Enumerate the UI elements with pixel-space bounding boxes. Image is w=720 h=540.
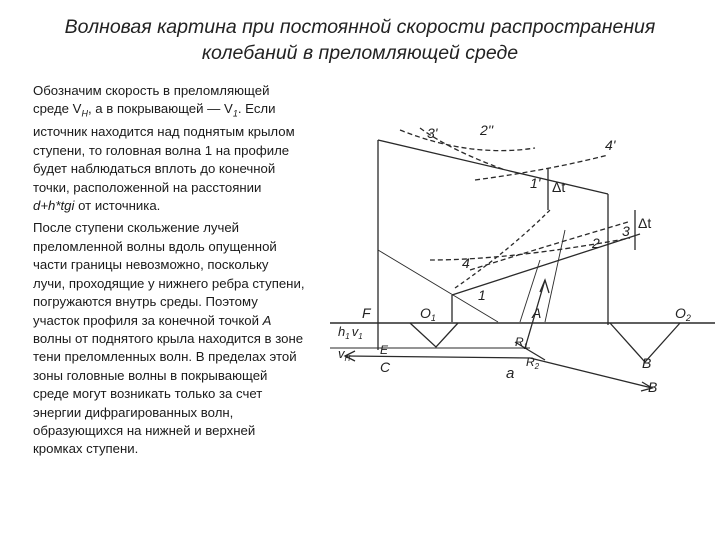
label-r2 xyxy=(526,355,540,371)
label-vh-sub: H xyxy=(344,354,351,363)
label-o2-main: O xyxy=(675,305,686,321)
text-line: ступени, то головная волна 1 на профиле xyxy=(33,142,290,158)
label-3p: 3' xyxy=(427,125,438,141)
label-o1 xyxy=(420,305,436,323)
text-line xyxy=(33,197,351,215)
text-run: от источника. xyxy=(74,198,161,214)
text-line: зоны головные волны в покрывающей xyxy=(33,367,268,383)
label-b-upper: B xyxy=(642,355,652,371)
formula: d+h*tgi xyxy=(33,198,75,214)
label-2pp: 2'' xyxy=(480,122,494,138)
label-3: 3 xyxy=(622,223,630,239)
ray-to-b xyxy=(530,358,652,388)
text-line: преломленной волны вдоль опущенной xyxy=(33,238,277,254)
label-r1-sub: 1 xyxy=(523,342,529,351)
label-dt: Δt xyxy=(552,179,566,195)
label-1p: 1' xyxy=(530,175,541,191)
label-r2-main: R xyxy=(526,355,535,369)
body-text xyxy=(33,82,351,463)
slide-title xyxy=(30,14,690,66)
text-run: . Если xyxy=(237,101,276,117)
text-line xyxy=(33,312,351,330)
text-line: После ступени скольжение лучей xyxy=(33,220,240,236)
travel-time-line-1 xyxy=(452,234,640,295)
label-1: 1 xyxy=(478,287,486,303)
wave-diagram-svg xyxy=(330,110,715,400)
text-line: Обозначим скорость в преломляющей xyxy=(33,83,270,98)
label-c: C xyxy=(380,359,391,375)
label-o1-sub: 1 xyxy=(430,313,436,323)
text-run: , а в покрывающей — V xyxy=(87,101,233,117)
label-dt2: Δt xyxy=(638,215,652,231)
text-run: среде V xyxy=(33,101,82,117)
label-2: 2 xyxy=(592,235,600,251)
text-line: кромках ступени. xyxy=(33,441,139,457)
label-r1 xyxy=(515,335,528,351)
point-a: A xyxy=(262,312,272,328)
wave-2pp-curve xyxy=(400,130,535,151)
label-4p: 4' xyxy=(605,137,616,153)
label-f: F xyxy=(362,305,371,321)
text-line: будет наблюдаться вплоть до конечной xyxy=(33,161,276,177)
ray-to-c xyxy=(345,356,530,358)
label-v-sub: 1 xyxy=(358,332,363,341)
text-line: части границы невозможно, поскольку xyxy=(33,257,269,273)
wave-diagram xyxy=(330,110,715,400)
title-line-2: колебаний в преломляющей среде xyxy=(201,42,519,64)
text-line: волны от поднятого крыла находится в зоне xyxy=(33,330,304,346)
text-line: лучи, проходящие у нижнего ребра ступени, xyxy=(33,275,305,291)
label-r1-main: R xyxy=(515,335,524,349)
paragraph-2 xyxy=(33,219,351,458)
subscript-h: H xyxy=(81,109,88,120)
text-run: участок профиля за конечной точкой xyxy=(33,312,263,328)
text-line xyxy=(33,100,351,123)
text-line: среде могут возникать только за счет xyxy=(33,386,263,402)
label-o1-main: O xyxy=(420,305,431,321)
wave-3-curve xyxy=(455,210,550,288)
text-line: источник находится над поднятым крылом xyxy=(33,124,295,140)
text-line: образующихся на нижней и верхней xyxy=(33,422,256,438)
label-o2 xyxy=(675,305,691,323)
label-vh-main: v xyxy=(338,346,345,361)
text-line: погружаются внутрь среды. Поэтому xyxy=(33,294,258,310)
text-line: энергии дифрагированных волн, xyxy=(33,404,234,420)
paragraph-1 xyxy=(33,82,351,215)
label-4: 4 xyxy=(462,255,470,271)
label-h-sub: 1 xyxy=(345,332,350,341)
label-o2-sub: 2 xyxy=(685,313,691,323)
label-r2-sub: 2 xyxy=(534,362,540,371)
travel-time-line-1p xyxy=(378,140,608,194)
label-alpha: a xyxy=(506,365,515,382)
label-e: E xyxy=(380,343,389,357)
wave-2-curve xyxy=(430,238,630,260)
title-line-1: Волновая картина при постоянной скорости распространения xyxy=(64,16,656,38)
label-a: A xyxy=(532,305,542,321)
subscript-1: 1 xyxy=(232,109,238,120)
label-v: v xyxy=(351,324,359,339)
wavefront-o1 xyxy=(410,323,458,347)
label-h1-v1 xyxy=(338,324,363,341)
label-h: h xyxy=(338,324,346,339)
text-line: точки, расположенной на расстоянии xyxy=(33,179,262,195)
label-b-lower: B xyxy=(648,379,658,395)
text-line: тени преломленных волн. В пределах этой xyxy=(33,349,297,365)
